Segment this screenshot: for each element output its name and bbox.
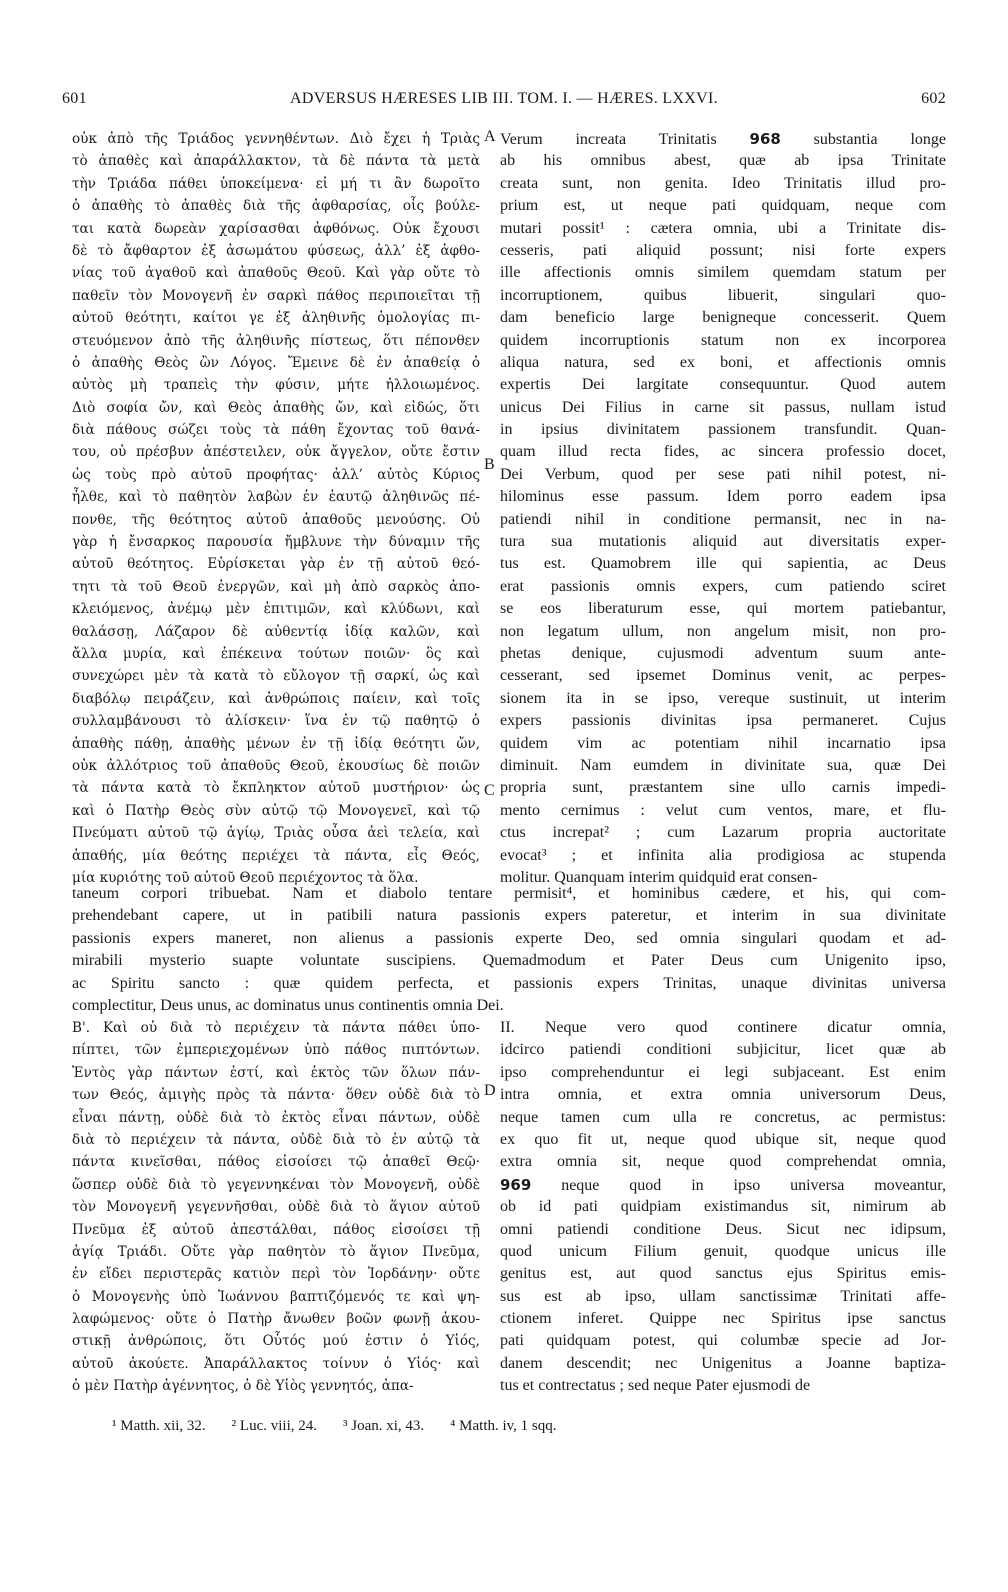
text-line: αὐτὸς μὴ τραπεὶς τὴν φύσιν, μήτε ἠλλοιωμένος. <box>72 377 480 394</box>
text-line: τητι τὰ τοῦ Θεοῦ ἐνεργῶν, καὶ μὴ ἀπὸ σαρκὸς ἀπο- <box>72 578 480 595</box>
text-line: συλλαμβάνουσι τὸ ἁλίσκειν· ἵνα ἐν τῷ παθητῷ ὁ <box>72 713 480 730</box>
text-line: in ipsius divinitatem passionem transfundit. Quan- <box>500 421 946 439</box>
text-line: ac Spiritu sancto : quæ quidem perfecta, et passionis expers Trinitas, unaque divinitas universa <box>72 974 946 992</box>
text-line: unicus Dei Filius in carne sit passus, nullam istud <box>500 398 946 416</box>
text-line: τὴν Τριάδα πάθει ὑποκείμενα· εἰ μή τι ἂν δωροῖτο <box>72 175 480 192</box>
text-line: διὰ πάθους σώζει τοὺς τὰ πάθη ἔχοντας τοῦ θανά- <box>72 422 480 439</box>
text-line: quidem vim ac potentiam nihil incarnatio ipsa <box>500 734 946 752</box>
text-line: ctionem inferet. Quippe nec Spiritus ipse sanctus <box>500 1310 946 1328</box>
text-line: ὁ Μονογενὴς ὑπὸ Ἰωάννου βαπτιζόμενός τε καὶ ψη- <box>72 1288 480 1305</box>
text-line: Πνεύματι αὐτοῦ τῷ ἁγίῳ, Τριὰς οὖσα ἀεὶ τελεία, καὶ <box>72 825 480 842</box>
text-line: cesserant, sed ipsemet Dominus venit, ac perpes- <box>500 667 946 685</box>
text-line: τὸν Μονογενῆ γεγεννῆσθαι, οὐδὲ διὰ τὸ ἅγιον αὐτοῦ <box>72 1199 480 1216</box>
text-line: Ἐντὸς γὰρ πάντων ἐστί, καὶ ἐκτὸς τῶν ὅλων πάν- <box>72 1064 480 1081</box>
text-line: ὁ ἀπαθὴς Θεὸς ὢν Λόγος. Ἔμεινε δὲ ἐν ἀπαθείᾳ ὁ <box>72 354 480 371</box>
text-line: στευόμενον ἀπὸ τῆς ἀληθινῆς πίστεως, ὅτι πέπονθεν <box>72 332 480 349</box>
text-line: neque tamen cum ulla re concretus, ac permistus: <box>500 1108 946 1126</box>
section-marker-c: C <box>484 782 495 799</box>
text-line: αὐτοῦ θεότητος. Εὑρίσκεται γὰρ ἐν τῇ αὐτοῦ θεό- <box>72 556 480 573</box>
text-line: mirabili mysterio suapte voluntate suscipiens. Quemadmodum et Pater Deus cum Unigenito ipso, <box>72 952 946 970</box>
text-line: complectitur, Deus unus, ac dominatus unus continentis omnia Dei. <box>72 996 504 1014</box>
text-line: tus et contrectatus ; sed neque Pater ejusmodi de <box>500 1377 811 1395</box>
section-marker-b: B <box>484 456 495 473</box>
text-line: mento cernimus : velut cum ventos, mare, et flu- <box>500 801 946 819</box>
text-line: ipso comprehenduntur ei legi subjaceant. Est enim <box>500 1063 946 1081</box>
text-line: propria sunt, præstantem sine ullo carnis impedi- <box>500 779 946 797</box>
text-line: οὐκ ἀπὸ τῆς Τριάδος γεννηθέντων. Διὸ ἔχει ἡ Τριὰς <box>72 131 480 147</box>
text-line: aliqua natura, sed ex boni, et affectionis omnis <box>500 353 946 371</box>
text-line: Πνεῦμα ἐξ αὐτοῦ ἀπεστάλθαι, πάθος εἰσοίσει τῇ <box>72 1221 480 1238</box>
text-line: ται κατὰ δωρεὰν χαρίσασθαι ἀφθόνως. Οὐκ ἔχουσι <box>72 220 480 237</box>
footnotes <box>112 1418 872 1435</box>
text-line: ctus increpat² ; cum Lazarum propria auctoritate <box>500 824 946 842</box>
text-line: Διὸ σοφία ὤν, καὶ Θεὸς ἀπαθὴς ὤν, καὶ εἰδώς, ὅτι <box>72 399 480 416</box>
text-line: οὐκ ἀλλότριος τοῦ ἀπαθοῦς Θεοῦ, ἑκουσίως δὲ ποιῶν <box>72 757 480 774</box>
greek-column-bottom <box>72 1017 480 1398</box>
text-line: κλειόμενος, ἀνέμῳ μὲν ἐπιτιμῶν, καὶ κλύδωνι, καὶ <box>72 601 480 618</box>
text-line: passionis expers maneret, non alienus a passionis experte Deo, sed omnia singulari quodam et ad- <box>72 929 946 947</box>
text-line: prium est, ut neque pati quidquam, neque com <box>500 197 946 215</box>
text-line: διαβόλῳ πειράζειν, καὶ ἀνθρώποις παίειν, καὶ τοῖς <box>72 690 480 707</box>
text-line: ἦλθε, καὶ τὸ παθητὸν λαβὼν ἐν ἑαυτῷ ἀληθινῶς πέ- <box>72 489 480 506</box>
text-line: ille affectionis omnis similem quemdam statum per <box>500 264 946 282</box>
footnote: ³ Joan. xi, 43. <box>343 1418 425 1434</box>
text-line: θαλάσσῃ, Λάζαρον δὲ αὐθεντίᾳ ἰδίᾳ καλῶν, καὶ <box>72 623 480 640</box>
text-line: πάντα κινεῖσθαι, πάθος εἰσοίσει τῷ ἀπαθεῖ Θεῷ· <box>72 1154 480 1171</box>
text-line: prehendebant capere, ut in patibili natura passionis expers pateretur, et interim in sua divinitate <box>72 907 946 925</box>
latin-column-top <box>500 128 946 889</box>
text-line: cesseris, pati aliquid possunt; nisi forte expers <box>500 241 946 259</box>
text-line: II. Neque vero quod continere dicatur omnia, <box>500 1019 946 1036</box>
text-line: sionem ita in se ipso, vereque sustinuit, ut interim <box>500 689 946 707</box>
text-line: λαφώμενος· οὔτε ὁ Πατὴρ ἄνωθεν βοῶν φωνῇ ἀκου- <box>72 1311 480 1328</box>
text-line: ἀπαθής, μία θεότης περιέχει τὰ πάντα, εἷς Θεός, <box>72 847 480 864</box>
text-line: τὸ ἀπαθὲς καὶ ἀπαράλλακτον, τὰ δὲ πάντα τὰ μετὰ <box>72 153 480 170</box>
text-line: Dei Verbum, quod per sese pati nihil potest, ni- <box>500 465 946 483</box>
column-number: 968 <box>749 130 781 148</box>
text-line: molitur. Quanquam interim quidquid erat consen- <box>500 868 818 886</box>
text-line: γὰρ ἡ ἔνσαρκος παρουσία ἤμβλυνε τὴν δύναμιν τῆς <box>72 534 480 551</box>
text-line: διὰ τὸ περιέχειν τὰ πάντα, οὐδὲ διὰ τὸ ἐν αὐτῷ τὰ <box>72 1131 480 1148</box>
text-line: συνεχώρει μὲν τὰ κατὰ τὸ εὔλογον τῇ σαρκί, ὡς καὶ <box>72 668 480 685</box>
text-line: taneum corpori tribuebat. Nam et diabolo tentare permisit⁴, et hominibus cædere, et his, qui com- <box>72 885 946 902</box>
latin-column-bottom <box>500 1017 946 1398</box>
text-line: expertis Dei largitate consequuntur. Quod autem <box>500 376 946 394</box>
section-marker-d: D <box>484 1082 496 1099</box>
text-line: αὐτοῦ θεότητι, καίτοι γε ἐξ ἀληθινῆς ὁμολογίας πι- <box>72 310 480 327</box>
text-line: diminuit. Nam eumdem in divinitate sua, quæ Dei <box>500 756 946 774</box>
text-line: Verum increata Trinitatis 968 substantia longe <box>500 130 946 148</box>
text-line: πονθε, τῆς θεότητος αὐτοῦ ἀπαθοῦς μενούσης. Οὐ <box>72 511 480 528</box>
text-line: danem descendit; nec Unigenitus a Joanne baptiza- <box>500 1354 946 1372</box>
text-line: ὥσπερ οὐδὲ διὰ τὸ γεγεννηκέναι τὸν Μονογενῆ, οὐδὲ <box>72 1176 480 1193</box>
text-line: μία κυριότης τοῦ αὐτοῦ Θεοῦ περιέχοντος τὰ ὅλα. <box>72 869 419 886</box>
text-line: mutari possit¹ : cætera omnia, ubi a Trinitate dis- <box>500 219 946 237</box>
text-line: του, οὐ πρέσβυν ἀπέστειλεν, οὐκ ἄγγελον, οὔτε ἔστιν <box>72 444 480 461</box>
text-line: ex quo fit ut, neque quod ubique sit, neque quod <box>500 1130 946 1148</box>
text-line: ἐν εἴδει περιστερᾶς κατιὸν περὶ τὸν Ἰορδάνην· οὔτε <box>72 1266 480 1283</box>
latin-full-width-paragraph <box>72 883 946 1017</box>
text-line: δὲ τὸ ἄφθαρτον ἐξ ἀσωμάτου φύσεως, ἀλλ’ ἐξ ἀφθο- <box>72 242 480 259</box>
text-line: patiendi nihil in conditione permansit, nec in na- <box>500 510 946 528</box>
text-line: ἁγίᾳ Τριάδι. Οὔτε γὰρ παθητὸν τὸ ἅγιον Πνεῦμα, <box>72 1243 480 1260</box>
running-header <box>62 90 946 110</box>
text-line: non legatum ullum, non angelum misit, non pro- <box>500 622 946 640</box>
text-line: erat passionis omnis expers, cum patiendo sciret <box>500 577 946 595</box>
text-line: phetas denique, cujusmodi adventum suum ante- <box>500 644 946 662</box>
footnote: ² Luc. viii, 24. <box>231 1418 317 1434</box>
text-line: hilominus esse passum. Idem porro eadem ipsa <box>500 488 946 506</box>
text-line: quam illud recta fides, ac sincera professio docet, <box>500 443 946 461</box>
text-line: expers passionis divinitas ipsa permaneret. Cujus <box>500 712 946 730</box>
text-line: ab his omnibus abest, quæ ab ipsa Trinitate <box>500 152 946 170</box>
text-line: tura sua mutationis aliquid aut diversitatis exper- <box>500 533 946 551</box>
text-line: intra omnia, et extra omnia universorum Deus, <box>500 1086 946 1104</box>
text-line: αὐτοῦ ἀκούετε. Ἀπαράλλακτος τοίνυν ὁ Υἱός· καὶ <box>72 1355 480 1372</box>
text-line: evocat³ ; et infinita alia prodigiosa ac stupenda <box>500 846 946 864</box>
text-line: των Θεός, ἀμιγὴς πρὸς τὰ πάντα· ὅθεν οὐδὲ διὰ τὸ <box>72 1087 480 1104</box>
text-line: se eos liberaturum esse, qui mortem patiebantur, <box>500 600 946 618</box>
text-line: quidem incorruptionis statum non ex incorporea <box>500 331 946 349</box>
text-line: ἄλλα μυρία, καὶ ἐπέκεινα τούτων ποιῶν· ὃς καὶ <box>72 645 480 662</box>
greek-column-top <box>72 128 480 889</box>
footnote: ⁴ Matth. iv, 1 sqq. <box>450 1418 557 1434</box>
text-line: 969 neque quod in ipso universa moveantur, <box>500 1175 946 1194</box>
text-line: idcirco patiendi conditioni subjicitur, licet quæ ab <box>500 1041 946 1059</box>
text-line: εἶναι πάντῃ, οὐδὲ διὰ τὸ ἐκτὸς εἶναι πάντων, οὐδὲ <box>72 1109 480 1126</box>
text-line: τὰ πάντα κατὰ τὸ ἔκπληκτον αὐτοῦ μυστήριον· ὡς <box>72 780 480 797</box>
text-line: ob id pati quidpiam existimandus sit, nimirum ab <box>500 1198 946 1216</box>
text-line: incorruptionem, quibus libuerit, singulari quo- <box>500 286 946 304</box>
text-line: sus est ab ipso, ullam sanctissimæ Trinitati affe- <box>500 1287 946 1305</box>
footnote: ¹ Matth. xii, 32. <box>112 1418 206 1434</box>
running-title: ADVERSUS HÆRESES LIB III. TOM. I. — HÆRES. LXXVI. <box>290 90 718 107</box>
column-number: 969 <box>500 1175 532 1194</box>
text-line: tus est. Quamobrem ille qui sapientia, ac Deus <box>500 555 946 573</box>
text-line: genitus est, aut quod sanctus ejus Spiritus emis- <box>500 1265 946 1283</box>
text-line: στικῇ ἀνθρώποις, ὅτι Οὗτός μού ἐστιν ὁ Υἱός, <box>72 1333 480 1350</box>
text-line: dam beneficio large benigneque concesserit. Quem <box>500 309 946 327</box>
page-number-right: 602 <box>921 90 946 107</box>
text-line: νίας τοῦ ἀγαθοῦ καὶ ἀπαθοῦς Θεοῦ. Καὶ γὰρ οὔτε τὸ <box>72 265 480 282</box>
text-line: quod unicum Filium genuit, quodque unicus ille <box>500 1242 946 1260</box>
text-line: ὡς τοὺς πρὸ αὐτοῦ προφήτας· ἀλλ’ αὐτὸς Κύριος <box>72 466 480 483</box>
text-line: creata sunt, non genita. Ideo Trinitatis illud pro- <box>500 174 946 192</box>
text-line: καὶ ὁ Πατὴρ Θεὸς σὺν αὐτῷ τῷ Μονογενεῖ, καὶ τῷ <box>72 802 480 819</box>
page-number-left: 601 <box>62 90 87 107</box>
text-line: ἀπαθὴς πάθῃ, ἀπαθὴς μένων ἐν τῇ ἰδίᾳ θεότητι ὤν, <box>72 735 480 752</box>
text-line: πίπτει, τῶν ἐμπεριεχομένων ὑπὸ πάθος πιπτόντων. <box>72 1042 480 1059</box>
text-line: pati quidquam potest, qui columbæ specie ad Jor- <box>500 1332 946 1350</box>
text-line: ὁ ἀπαθὴς τὸ ἀπαθὲς διὰ τῆς ἀφθαρσίας, οἷς βούλε- <box>72 198 480 215</box>
text-line: extra omnia sit, neque quod comprehendat omnia, <box>500 1153 946 1171</box>
section-marker-a: A <box>484 128 496 145</box>
text-line: Β'. Καὶ οὐ διὰ τὸ περιέχειν τὰ πάντα πάθει ὑπο- <box>72 1020 480 1036</box>
text-line: ὁ μὲν Πατὴρ ἀγέννητος, ὁ δὲ Υἱὸς γεννητός, ἀπα- <box>72 1378 414 1395</box>
text-line: παθεῖν τὸν Μονογενῆ ἐν σαρκὶ πάθος περιποιεῖται τῇ <box>72 287 480 304</box>
text-line: omni patiendi conditione Deus. Sicut nec idipsum, <box>500 1220 946 1238</box>
